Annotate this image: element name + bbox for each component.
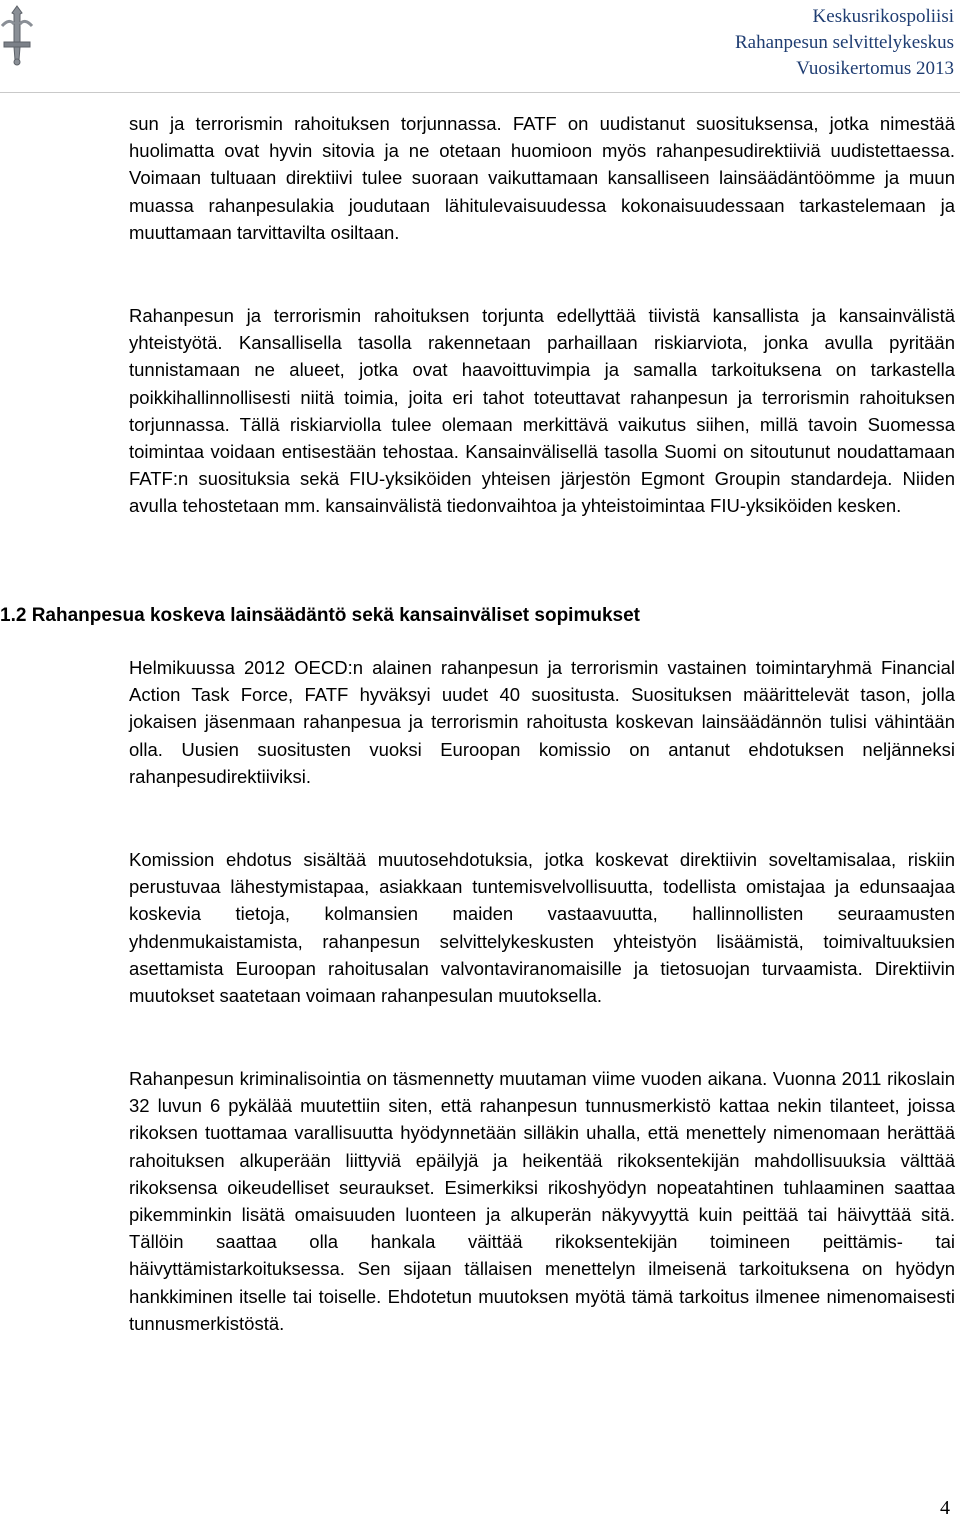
paragraph: Helmikuussa 2012 OECD:n alainen rahanpesun ja terrorismin vastainen toimintaryhmä Financial Action Task Force, FATF hyväksyi uudet 40 suositusta. Suosituksen määrittelevät tason, jolla jokaisen jäsenmaan rahanpesua ja terrorismin rahoitusta koskevan lainsäädännön tulisi vähintään olla. Uusien suositusten vuoksi Euroopan komissio on antanut ehdotuksen neljänneksi rahanpesudirektiiviksi.: [129, 657, 955, 787]
paragraph: Rahanpesun kriminalisointia on täsmennetty muutaman viime vuoden aikana. Vuonna 2011 rikoslain 32 luvun 6 pykälää muutettiin siten, että rahanpesun tunnusmerkistö kattaa nekin tilanteet, joissa rikoksen tuottamaa varallisuutta hyödynnetään silläkin uhalla, että menettely nimenomaan herättää rahoituksen alkuperään liittyviä epäilyjä ja heikentää rikoksentekijän mahdollisuuksia välttää rikoksensa oikeudelliset seuraukset. Esimerkiksi rikoshyödyn nopeatahtinen tuhlaaminen saattaa pikemminkin lisätä omaisuuden luonteen ja alkuperän näkyvyyttä kuin peittää tai häivyttää sitä. Tällöin saattaa olla hankala väittää rikoksentekijän toimineen peittämis- tai häivyttämistarkoituksessa. Sen sijaan tällaisen menettelyn ilmeisenä tarkoituksena on hyödyn hankkiminen itselle tai toiselle. Ehdotetun muutoksen myötä tämä tarkoitus ilmenee nimenomaisesti tunnusmerkistöstä.: [129, 1068, 955, 1334]
header-report: Vuosikertomus 2013: [796, 58, 954, 79]
paragraph: Komission ehdotus sisältää muutosehdotuksia, jotka koskevat direktiivin soveltamisalaa, riskiin perustuvaa lähestymistapaa, asiakkaan tuntemisvelvollisuutta, todellista omistajaa ja edunsaajaa koskevia tietoja, kolmansien maiden vastaavuutta, hallinnollisten seuraamusten yhdenmukaistamista, rahanpesun selvittelykeskusten yhteistyön lisäämistä, toimivaltuuksien asettamista Euroopan rahoitusalan valvontaviranomaisille ja tietosuojan turvaamista. Direktiivin muutokset saatetaan voimaan rahanpesulan muutoksella.: [129, 849, 955, 1007]
header-unit: Rahanpesun selvittelykeskus: [735, 32, 954, 53]
page-number: 4: [940, 1497, 950, 1519]
page-header: [735, 4, 954, 82]
paragraph: Rahanpesun ja terrorismin rahoituksen torjunta edellyttää tiivistä kansallista ja kansainvälistä yhteistyötä. Kansallisella tasolla rakennetaan parhaillaan riskiarviota, jonka avulla pyritään tunnistamaan ne alueet, jotka ovat haavoittuvimpia ja samalla tarkoituksena on tarkastella poikkihallinnollisesti niitä toimia, joita eri tahot toteuttavat rahanpesun ja terrorismin rahoituksen torjunnassa. Tällä riskiarviolla tulee olemaan merkittävä vaikutus siihen, millä tavoin Suomessa toimintaa voidaan entisestään tehostaa. Kansainvälisellä tasolla Suomi on sitoutunut noudattamaan FATF:n suosituksia sekä FIU-yksiköiden yhteisen järjestön Egmont Groupin standardeja. Niiden avulla tehostetaan mm. kansainvälistä tiedonvaihtoa ja yhteistoimintaa FIU-yksiköiden kesken.: [129, 305, 955, 517]
header-divider: [0, 92, 960, 93]
paragraph: sun ja terrorismin rahoituksen torjunnassa. FATF on uudistanut suosituksensa, jotka nimestää huolimatta ovat hyvin sitovia ja ne otetaan huomioon myös rahanpesudirektiiviä uudistettaessa. Voimaan tultuaan direktiivi tulee suoraan vaikuttamaan kansalliseen lainsäädäntöömme ja muun muassa rahanpesulakia joudutaan lähitulevaisuudessa kokonaisuudessaan tarkastelemaan ja muuttamaan tarvittavilta osiltaan.: [129, 113, 955, 243]
police-emblem-icon: [0, 4, 34, 66]
section-heading: 1.2 Rahanpesua koskeva lainsäädäntö sekä kansainväliset sopimukset: [0, 605, 640, 626]
header-org: Keskusrikospoliisi: [812, 6, 954, 27]
